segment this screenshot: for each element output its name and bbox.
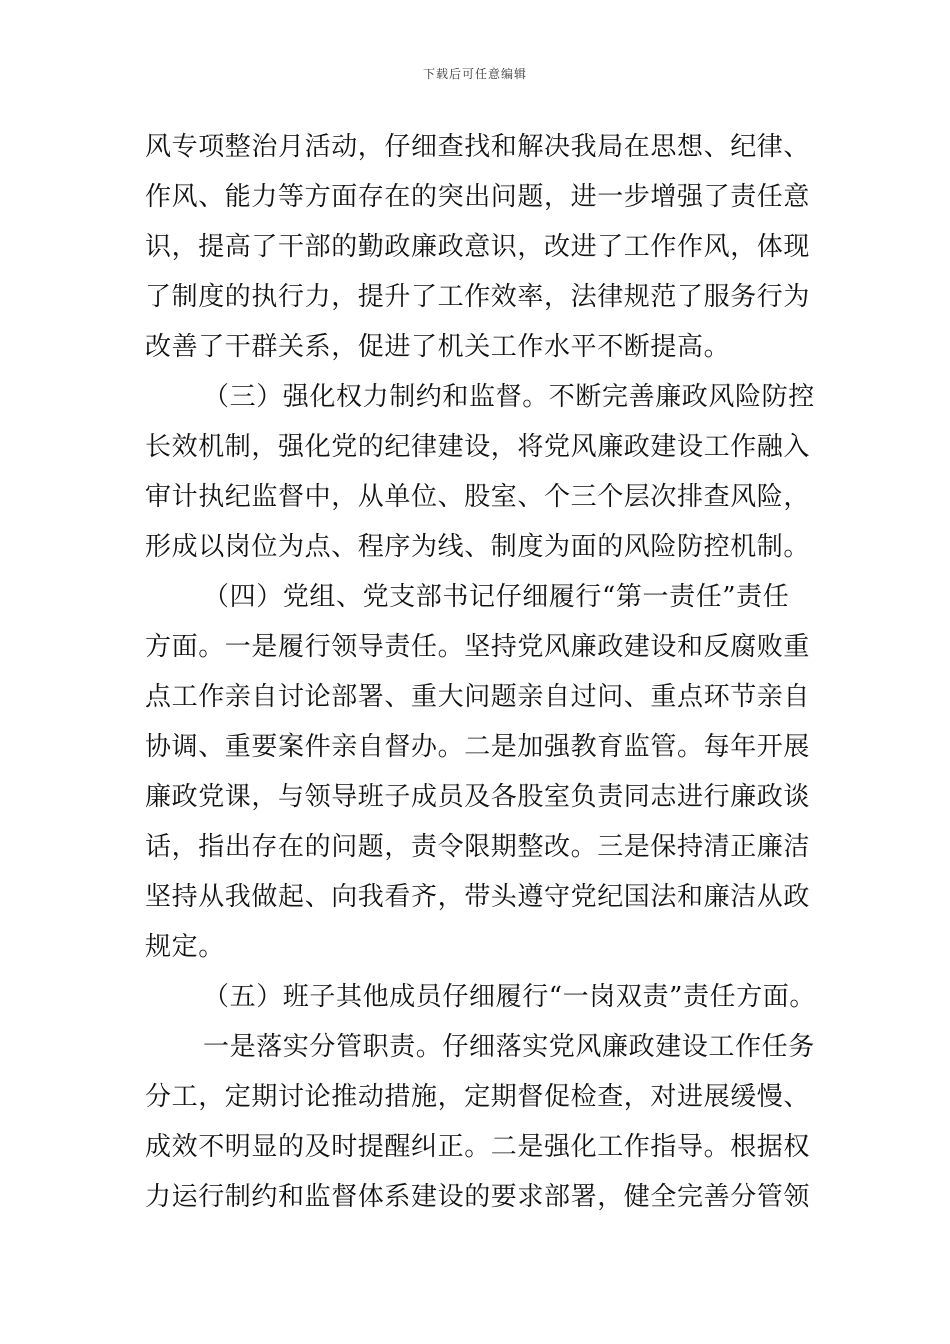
text-line: 形成以岗位为点、程序为线、制度为面的风险防控机制。 <box>145 532 811 562</box>
text-line: （三）强化权力制约和监督。不断完善廉政风险防控 <box>203 382 815 412</box>
text-line: 协调、重要案件亲自督办。二是加强教育监管。每年开展 <box>145 732 811 762</box>
text-line: （四）党组、党支部书记仔细履行“第一责任”责任 <box>203 582 790 612</box>
text-line: 点工作亲自讨论部署、重大问题亲自过问、重点环节亲自 <box>145 682 811 712</box>
page-header: 下载后可任意编辑 <box>422 67 527 81</box>
text-line: 规定。 <box>145 932 225 962</box>
text-line: 作风、能力等方面存在的突出问题，进一步增强了责任意 <box>145 182 811 212</box>
text-line: 审计执纪监督中，从单位、股室、个三个层次排查风险， <box>145 482 811 512</box>
text-line: 长效机制，强化党的纪律建设，将党风廉政建设工作融入 <box>145 432 811 462</box>
text-line: 话，指出存在的问题，责令限期整改。三是保持清正廉洁 <box>145 832 811 862</box>
text-line: 分工，定期讨论推动措施，定期督促检查，对进展缓慢、 <box>145 1082 811 1112</box>
text-line: 一是落实分管职责。仔细落实党风廉政建设工作任务 <box>203 1032 815 1062</box>
paragraph-section-5-heading <box>145 972 816 1022</box>
text-line: 风专项整治月活动，仔细查找和解决我局在思想、纪律、 <box>145 132 811 162</box>
document-body <box>145 122 816 1222</box>
text-line: 成效不明显的及时提醒纠正。二是强化工作指导。根据权 <box>145 1132 811 1162</box>
text-line: 了制度的执行力，提升了工作效率，法律规范了服务行为 <box>145 282 811 312</box>
paragraph-1 <box>145 122 810 372</box>
text-line: 识，提高了干部的勤政廉政意识，改进了工作作风，体现 <box>145 232 811 262</box>
paragraph-section-4 <box>145 572 810 972</box>
text-line: 廉政党课，与领导班子成员及各股室负责同志进行廉政谈 <box>145 782 811 812</box>
text-line: 方面。一是履行领导责任。坚持党风廉政建设和反腐败重 <box>145 632 811 662</box>
paragraph-section-3 <box>145 372 815 572</box>
text-line: 坚持从我做起、向我看齐，带头遵守党纪国法和廉洁从政 <box>145 882 811 912</box>
paragraph-section-5-body <box>145 1022 815 1222</box>
text-line: 力运行制约和监督体系建设的要求部署，健全完善分管领 <box>145 1182 811 1212</box>
text-line: 改善了干群关系，促进了机关工作水平不断提高。 <box>145 332 731 362</box>
text-line: （五）班子其他成员仔细履行“一岗双责”责任方面。 <box>203 982 816 1012</box>
